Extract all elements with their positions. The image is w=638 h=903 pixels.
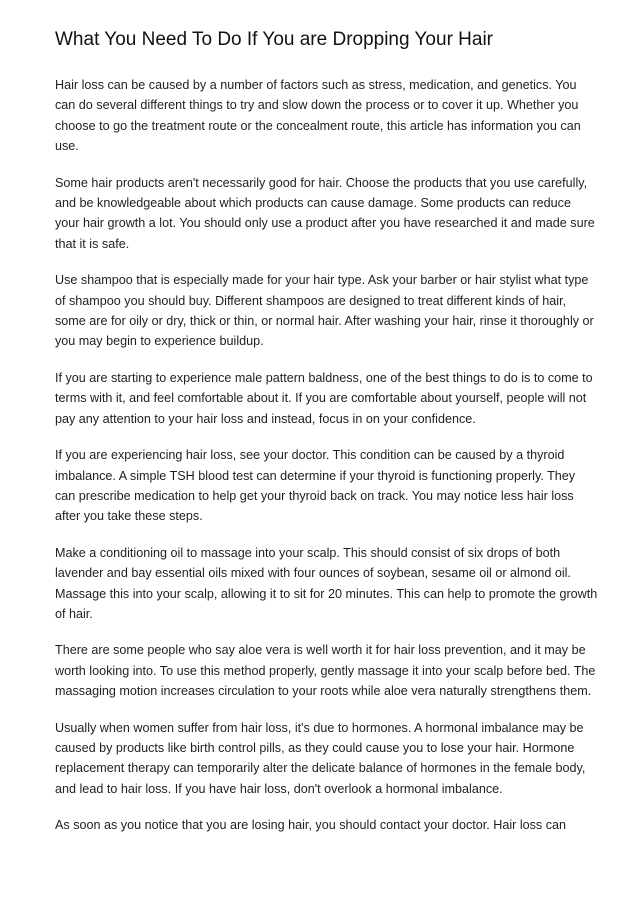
- paragraph: Some hair products aren't necessarily good for hair. Choose the products that you use carefully, and be knowledgeable about which products can cause damage. Some products can reduce your hair growth a lot. You should only use a product after you have researched it and made sure that it is safe.: [55, 175, 595, 251]
- paragraph: Hair loss can be caused by a number of factors such as stress, medication, and genetics. You can do several different things to try and slow down the process or to cover it up. Whether you choose to go the treatment route or the concealment route, this article has information you can use.: [55, 78, 581, 154]
- paragraph: Make a conditioning oil to massage into your scalp. This should consist of six drops of both lavender and bay essential oils mixed with four ounces of soybean, sesame oil or almond oil. Massage this into your scalp, allowing it to sit for 20 minutes. This can help to promote the growth of hair.: [55, 545, 598, 621]
- paragraph: There are some people who say aloe vera is well worth it for hair loss prevention, and it may be worth looking into. To use this method properly, gently massage it into your scalp before bed. The massaging motion increases circulation to your roots while aloe vera naturally strengthens them.: [55, 643, 596, 699]
- document-title: What You Need To Do If You are Dropping Your Hair: [55, 29, 494, 50]
- paragraph: If you are starting to experience male pattern baldness, one of the best things to do is to come to terms with it, and feel comfortable about it. If you are comfortable about yourself, people will not pay any attention to your hair loss and instead, focus in on your confidence.: [55, 370, 593, 426]
- paragraph: Usually when women suffer from hair loss, it's due to hormones. A hormonal imbalance may be caused by products like birth control pills, as they could cause you to lose your hair. Hormone replacement therapy can temporarily alter the delicate balance of hormones in the female body, and lead to hair loss. If you have hair loss, don't overlook a hormonal imbalance.: [55, 720, 586, 796]
- paragraph: Use shampoo that is especially made for your hair type. Ask your barber or hair stylist what type of shampoo you should buy. Different shampoos are designed to treat different kinds of hair, some are for oily or dry, thick or thin, or normal hair. After washing your hair, rinse it thoroughly or you may begin to experience buildup.: [55, 273, 594, 349]
- paragraph: If you are experiencing hair loss, see your doctor. This condition can be caused by a thyroid imbalance. A simple TSH blood test can determine if your thyroid is functioning properly. They can prescribe medication to help get your thyroid back on track. You may notice less hair loss after you take these steps.: [55, 448, 576, 524]
- paragraph: As soon as you notice that you are losing hair, you should contact your doctor. Hair loss can: [55, 818, 567, 833]
